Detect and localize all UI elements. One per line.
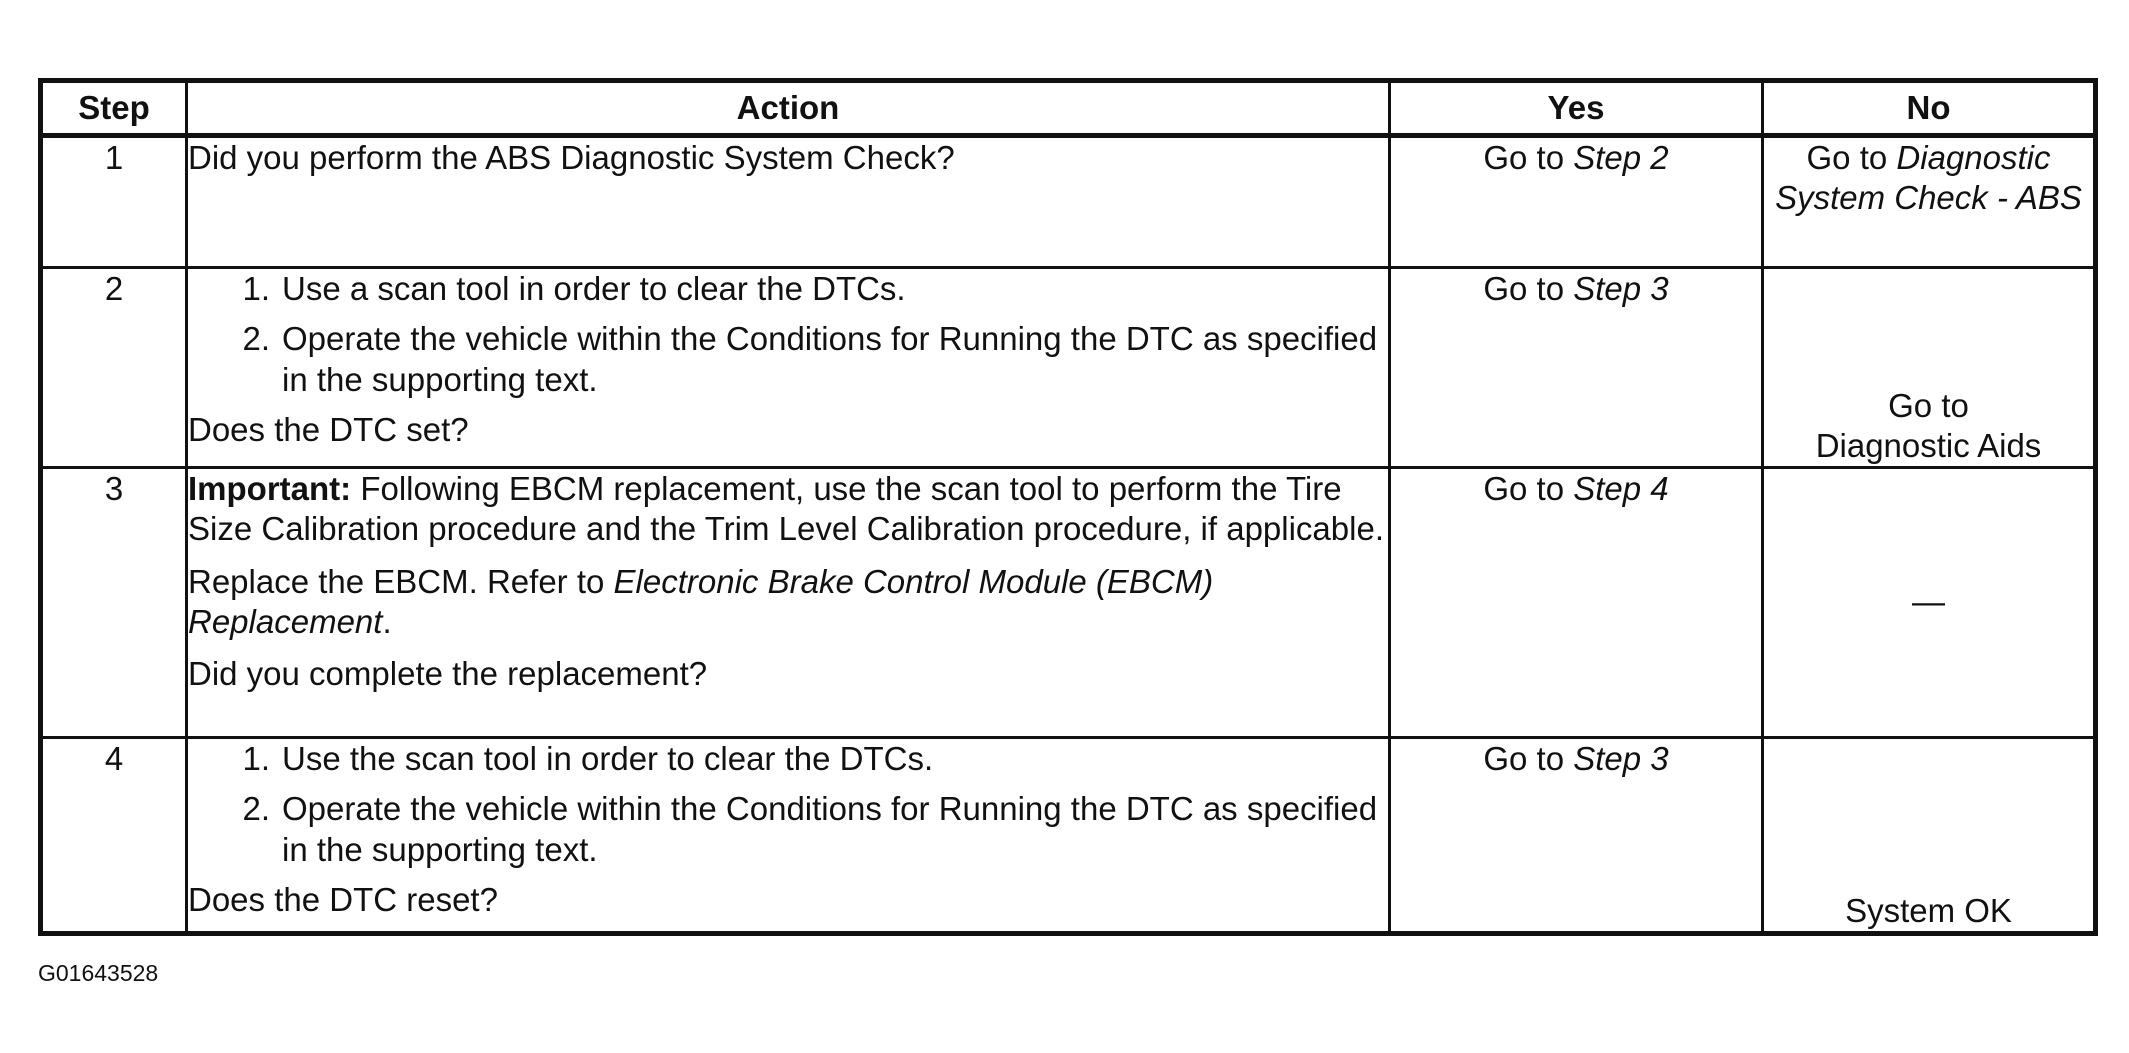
no-cell	[1763, 738, 2096, 934]
no-cell	[1763, 268, 2096, 468]
yes-cell	[1390, 738, 1763, 934]
list-item-text: Use a scan tool in order to clear the DTCs.	[282, 270, 906, 307]
list-item-text: Operate the vehicle within the Conditions for Running the DTC as specified in the supporting text.	[282, 790, 1378, 868]
list-item-text: Operate the vehicle within the Conditions for Running the DTC as specified in the supporting text.	[282, 320, 1378, 398]
table-row	[41, 738, 2096, 934]
yes-prefix: Go to	[1483, 139, 1574, 176]
step-number: 1	[41, 136, 187, 268]
list-item-text: Use the scan tool in order to clear the DTCs.	[282, 740, 934, 777]
no-line-1: Go to	[1888, 386, 1969, 424]
yes-step-link[interactable]: Step 3	[1573, 270, 1669, 307]
action-question: Does the DTC set?	[188, 410, 469, 448]
table-row	[41, 268, 2096, 468]
replace-prefix: Replace the EBCM. Refer to	[188, 562, 614, 600]
action-cell	[187, 136, 1390, 268]
yes-prefix: Go to	[1483, 470, 1574, 507]
no-cell	[1763, 136, 2096, 268]
no-diagnostic-aids-link[interactable]: Diagnostic Aids	[1815, 426, 2042, 464]
step-number: 2	[41, 268, 187, 468]
list-item-number: 1.	[242, 270, 270, 307]
diagnostic-table	[38, 78, 2098, 936]
list-item	[188, 789, 1388, 870]
yes-cell	[1390, 136, 1763, 268]
list-item-number: 1.	[242, 740, 270, 777]
table-header-row	[41, 81, 2096, 136]
yes-prefix: Go to	[1483, 740, 1574, 777]
yes-step-link[interactable]: Step 4	[1573, 470, 1669, 507]
important-note	[188, 469, 1388, 550]
replace-suffix: .	[382, 602, 392, 640]
no-dash: —	[1912, 583, 1945, 621]
list-item-number: 2.	[242, 320, 270, 358]
header-yes: Yes	[1390, 81, 1763, 136]
header-no: No	[1763, 81, 2096, 136]
step-number: 4	[41, 738, 187, 934]
action-question: Did you complete the replacement?	[188, 655, 708, 692]
replacement-procedure-link[interactable]: Electronic Brake Control Module (EBCM) Replacement	[188, 562, 1214, 640]
table-row	[41, 468, 2096, 738]
action-cell	[187, 738, 1390, 934]
important-label: Important:	[188, 470, 352, 507]
list-item	[188, 739, 1388, 779]
action-question: Did you perform the ABS Diagnostic System Check?	[188, 139, 955, 176]
action-cell	[187, 468, 1390, 738]
yes-cell	[1390, 468, 1763, 738]
no-system-ok: System OK	[1845, 891, 2012, 929]
header-step: Step	[41, 81, 187, 136]
no-prefix: Go to	[1806, 139, 1897, 176]
yes-cell	[1390, 268, 1763, 468]
header-action: Action	[187, 81, 1390, 136]
list-item	[188, 319, 1388, 400]
yes-step-link[interactable]: Step 2	[1573, 139, 1669, 176]
list-item	[188, 269, 1388, 309]
step-number: 3	[41, 468, 187, 738]
important-text: Following EBCM replacement, use the scan tool to perform the Tire Size Calibration procedure and the Trim Level Calibration procedure, if applicable.	[188, 470, 1384, 548]
action-question: Does the DTC reset?	[188, 880, 498, 918]
list-item-number: 2.	[242, 790, 270, 828]
yes-prefix: Go to	[1483, 270, 1574, 307]
no-cell	[1763, 468, 2096, 738]
yes-step-link[interactable]: Step 3	[1573, 740, 1669, 777]
figure-id: G01643528	[38, 960, 159, 986]
no-reference-link[interactable]: Diagnostic System Check - ABS	[1775, 139, 2082, 217]
action-cell	[187, 268, 1390, 468]
replace-instruction	[188, 562, 1388, 643]
table-row	[41, 136, 2096, 268]
